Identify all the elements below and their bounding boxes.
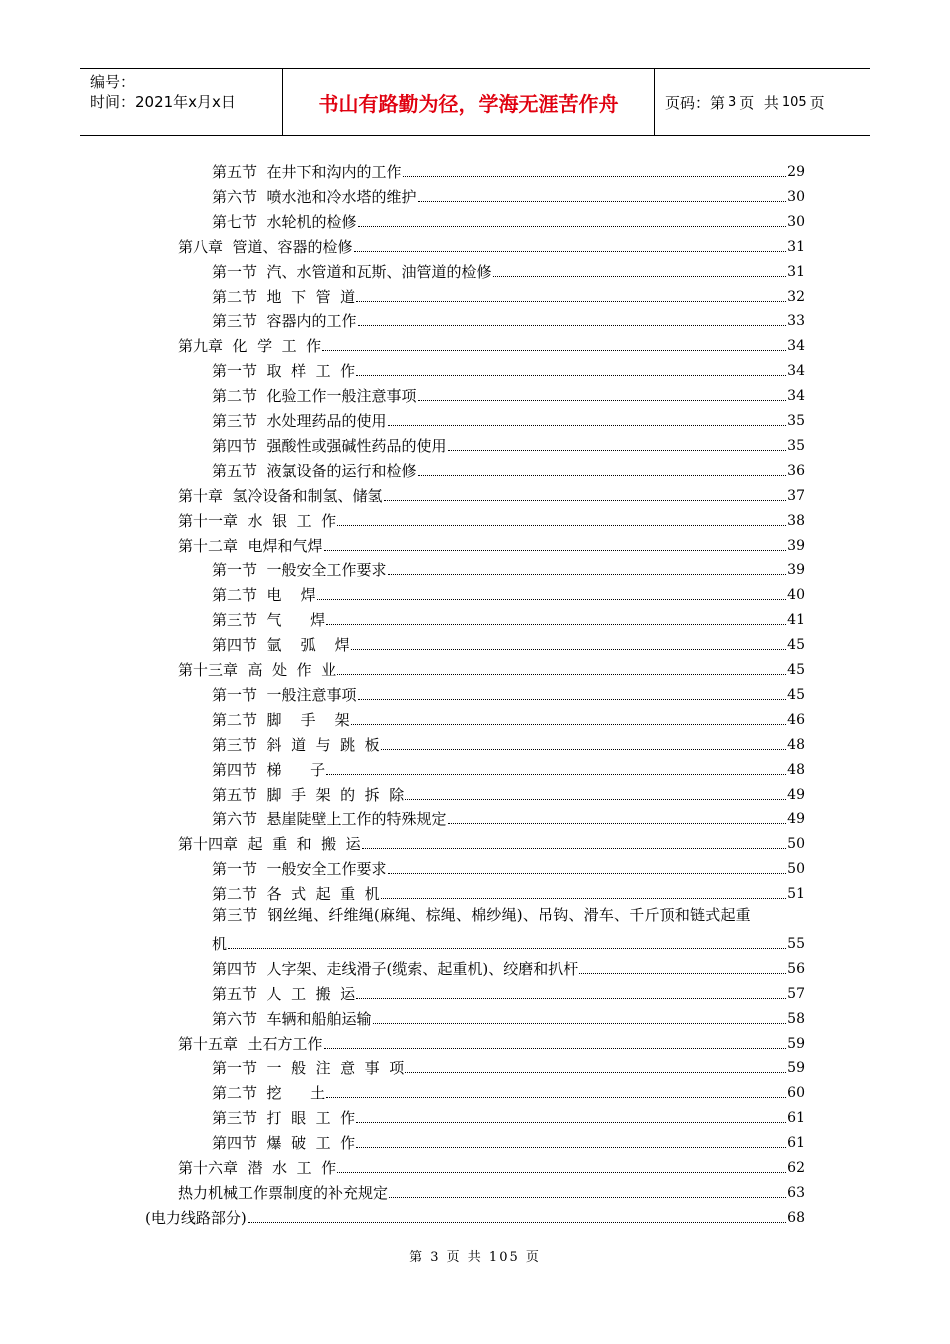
toc-page-number: 59 <box>787 1060 805 1077</box>
toc-dot-leader <box>326 1097 786 1098</box>
toc-chapter-entry[interactable] <box>178 482 805 506</box>
toc-page-number: 45 <box>787 686 805 703</box>
toc-entry-title: 第四节 爆 破 工 作 <box>212 1134 356 1153</box>
toc-dot-leader <box>356 998 786 999</box>
toc-section-entry[interactable] <box>212 457 805 481</box>
toc-section-entry[interactable] <box>212 855 805 879</box>
toc-page-number: 39 <box>787 537 805 554</box>
toc-entry-title: 第十四章 起 重 和 搬 运 <box>178 835 361 854</box>
toc-entry-title: (电力线路部分) <box>145 1208 247 1227</box>
toc-chapter-entry[interactable] <box>178 233 805 257</box>
toc-dot-leader <box>354 251 787 252</box>
toc-page-number: 30 <box>787 188 805 205</box>
toc-section-entry[interactable] <box>212 706 805 730</box>
toc-entry-title: 第二节 化验工作一般注意事项 <box>212 387 417 406</box>
toc-dot-leader <box>362 848 786 849</box>
toc-chapter-entry[interactable] <box>178 507 805 531</box>
toc-page-number: 40 <box>787 587 805 604</box>
toc-section-entry[interactable] <box>212 756 805 780</box>
page-footer: 第 3 页 共 105 页 <box>409 1250 541 1265</box>
toc-page-number: 55 <box>787 935 805 952</box>
toc-chapter-entry[interactable] <box>178 1030 805 1054</box>
toc-page-number: 50 <box>787 861 805 878</box>
toc-page-number: 36 <box>787 462 805 479</box>
toc-entry-title: 第三节 气 焊 <box>212 611 326 630</box>
toc-page-number: 58 <box>787 1010 805 1027</box>
toc-page-number: 38 <box>787 512 805 529</box>
toc-page-number: 41 <box>787 612 805 629</box>
toc-entry-title: 第五节 液氯设备的运行和检修 <box>212 461 417 480</box>
toc-entry-title: 第九章 化 学 工 作 <box>178 337 322 356</box>
toc-section-entry[interactable] <box>212 606 805 630</box>
toc-entry-title: 第十一章 水 银 工 作 <box>178 511 337 530</box>
toc-page-number: 56 <box>787 960 805 977</box>
toc-section-entry[interactable] <box>212 307 805 331</box>
serial-label: 编号： <box>90 73 136 91</box>
toc-entry-title: 第十六章 潜 水 工 作 <box>178 1159 337 1177</box>
toc-section-entry[interactable] <box>212 930 805 954</box>
toc-dot-leader <box>248 1222 786 1223</box>
toc-entry-title: 第八章 管道、容器的检修 <box>178 237 353 256</box>
toc-dot-leader <box>324 1048 787 1049</box>
toc-entry-title: 第二节 挖 土 <box>212 1084 326 1103</box>
toc-page-number: 68 <box>787 1209 805 1226</box>
toc-dot-leader <box>351 724 786 725</box>
toc-page-number: 46 <box>787 711 805 728</box>
page-prefix: 页码：第 <box>665 93 726 112</box>
toc-page-number: 45 <box>787 637 805 654</box>
toc-dot-leader <box>356 301 786 302</box>
toc-section-entry[interactable] <box>212 581 805 605</box>
toc-page-number: 57 <box>787 985 805 1002</box>
toc-page-number: 63 <box>787 1184 805 1201</box>
toc-section-entry[interactable] <box>212 681 805 705</box>
toc-page-number: 32 <box>787 288 805 305</box>
toc-section-entry[interactable] <box>212 407 805 431</box>
toc-entry-title: 第五节 脚 手 架 的 拆 除 <box>212 785 405 804</box>
toc-entry-title: 第一节 一 般 注 意 事 项 <box>212 1059 405 1078</box>
toc-dot-leader <box>337 525 786 526</box>
toc-page-number: 31 <box>787 238 805 255</box>
toc-dot-leader <box>389 1197 786 1198</box>
toc-dot-leader <box>381 898 786 899</box>
toc-page-number: 30 <box>787 213 805 230</box>
toc-page-number: 62 <box>787 1160 805 1176</box>
toc-dot-leader <box>351 649 786 650</box>
toc-page-number: 61 <box>787 1110 805 1127</box>
header-meta <box>80 69 282 135</box>
toc-section-entry[interactable] <box>145 1204 805 1228</box>
toc-section-entry[interactable] <box>212 631 805 655</box>
toc-entry-title: 第一节 一般注意事项 <box>212 685 357 704</box>
toc-page-number: 48 <box>787 736 805 753</box>
toc-page-number: 34 <box>787 388 805 405</box>
toc-section-entry[interactable] <box>212 556 805 580</box>
toc-dot-leader <box>388 425 787 426</box>
toc-dot-leader <box>358 699 787 700</box>
toc-page-number: 31 <box>787 263 805 280</box>
toc-section-entry[interactable] <box>212 805 805 829</box>
page-header <box>80 68 870 136</box>
toc-chapter-entry[interactable] <box>178 1179 805 1203</box>
toc-page-number: 48 <box>787 761 805 778</box>
toc-page-number: 39 <box>787 562 805 579</box>
toc-dot-leader <box>388 873 787 874</box>
toc-section-entry[interactable] <box>212 1104 805 1128</box>
toc-section-entry[interactable] <box>212 357 805 381</box>
page-mid: 页 共 <box>739 93 779 112</box>
toc-entry-title: 第三节 打 眼 工 作 <box>212 1109 356 1128</box>
toc-chapter-entry[interactable] <box>178 1154 805 1178</box>
toc-page-number: 51 <box>787 886 805 903</box>
toc-entry-title: 热力机械工作票制度的补充规定 <box>178 1183 389 1202</box>
toc-page-number: 35 <box>787 437 805 454</box>
toc-dot-leader <box>381 749 786 750</box>
toc-section-entry[interactable] <box>212 432 805 456</box>
toc-section-entry[interactable] <box>212 208 805 232</box>
toc-section-entry[interactable] <box>212 1079 805 1103</box>
toc-page-number: 45 <box>787 662 805 678</box>
toc-entry-title: 第六节 喷水池和冷水塔的维护 <box>212 187 417 206</box>
toc-page-number: 60 <box>787 1085 805 1102</box>
date-label: 时间：2021年x月x日 <box>90 93 236 111</box>
toc-section-entry[interactable] <box>212 283 805 307</box>
toc-entry-title: 第六节 悬崖陡壁上工作的特殊规定 <box>212 810 447 829</box>
toc-dot-leader <box>405 1072 786 1073</box>
toc-section-entry[interactable] <box>212 183 805 207</box>
toc-entry-title: 第一节 汽、水管道和瓦斯、油管道的检修 <box>212 262 492 281</box>
toc-entry-title: 第十五章 土石方工作 <box>178 1034 323 1053</box>
toc-entry-title: 第十三章 高 处 作 业 <box>178 661 337 679</box>
toc-entry-title: 第二节 地 下 管 道 <box>212 287 356 306</box>
toc-section-entry[interactable] <box>212 955 805 979</box>
toc-dot-leader <box>356 375 786 376</box>
toc-dot-leader <box>373 1023 787 1024</box>
toc-entry-title: 第四节 梯 子 <box>212 760 326 779</box>
header-motto: 书山有路勤为径，学海无涯苦作舟 <box>282 69 655 135</box>
toc-dot-leader <box>493 276 787 277</box>
page-total: 105 <box>781 94 807 110</box>
toc-entry-title: 第二节 各 式 起 重 机 <box>212 885 380 904</box>
toc-dot-leader <box>579 973 786 974</box>
toc-entry-title: 第四节 强酸性或强碱性药品的使用 <box>212 436 447 455</box>
toc-entry-title: 第五节 人 工 搬 运 <box>212 984 356 1003</box>
toc-chapter-entry[interactable] <box>178 532 805 556</box>
toc-dot-leader <box>356 1122 786 1123</box>
toc-dot-leader <box>228 948 786 949</box>
toc-section-entry[interactable] <box>212 1005 805 1029</box>
toc-page-number: 49 <box>787 811 805 828</box>
toc-dot-leader <box>388 574 787 575</box>
toc-page-number: 33 <box>787 313 805 330</box>
toc-section-entry[interactable] <box>212 382 805 406</box>
toc-page-number: 34 <box>787 363 805 380</box>
toc-entry-wrapped[interactable]: 第三节 钢丝绳、纤维绳(麻绳、棕绳、棉纱绳)、吊钩、滑车、千斤顶和链式起重 <box>212 906 751 924</box>
toc-entry-title: 第四节 人字架、走线滑子(缆索、起重机)、绞磨和扒杆 <box>212 959 579 978</box>
toc-page-number: 50 <box>787 836 805 853</box>
toc-entry-title: 第十章 氢冷设备和制氢、储氢 <box>178 486 383 505</box>
toc-dot-leader <box>448 823 787 824</box>
toc-dot-leader <box>337 1172 786 1173</box>
toc-page-number: 35 <box>787 413 805 429</box>
toc-dot-leader <box>358 325 787 326</box>
toc-section-entry[interactable] <box>212 1129 805 1153</box>
toc-page-number: 34 <box>787 338 805 355</box>
toc-entry-title: 第三节 斜 道 与 跳 板 <box>212 735 380 754</box>
toc-dot-leader <box>384 500 787 501</box>
toc-dot-leader <box>405 799 786 800</box>
toc-section-entry[interactable] <box>212 258 805 282</box>
toc-dot-leader <box>326 624 786 625</box>
toc-dot-leader <box>403 176 787 177</box>
toc-section-entry[interactable] <box>212 731 805 755</box>
toc-page-number: 49 <box>787 786 805 803</box>
toc-section-entry[interactable] <box>212 980 805 1004</box>
toc-section-entry[interactable] <box>212 781 805 805</box>
page-current: 3 <box>728 94 737 110</box>
toc-dot-leader <box>337 674 786 675</box>
toc-dot-leader <box>324 550 787 551</box>
toc-entry-title: 机 <box>212 934 228 953</box>
toc-dot-leader <box>322 350 786 351</box>
toc-entry-title: 第三节 容器内的工作 <box>212 312 357 331</box>
toc-page-number: 59 <box>787 1035 805 1052</box>
toc-page-number: 29 <box>787 164 805 180</box>
toc-entry-title: 第二节 脚 手 架 <box>212 710 350 729</box>
toc-dot-leader <box>418 475 787 476</box>
header-page-number <box>655 69 870 135</box>
page-suffix: 页 <box>809 93 825 112</box>
toc-entry-title: 第五节 在井下和沟内的工作 <box>212 163 402 181</box>
toc-section-entry[interactable] <box>212 158 805 182</box>
toc-dot-leader <box>317 599 787 600</box>
toc-entry-title: 第二节 电 焊 <box>212 586 316 605</box>
toc-section-entry[interactable] <box>212 1054 805 1078</box>
toc-section-entry[interactable] <box>212 880 805 904</box>
toc-entry-title: 第四节 氩 弧 焊 <box>212 636 350 655</box>
toc-entry-title: 第一节 一般安全工作要求 <box>212 860 387 879</box>
toc-entry-title: 第七节 水轮机的检修 <box>212 212 357 231</box>
toc-entry-title: 第三节 水处理药品的使用 <box>212 412 387 430</box>
toc-dot-leader <box>358 226 787 227</box>
toc-entry-title: 第六节 车辆和船舶运输 <box>212 1009 372 1028</box>
toc-entry-title: 第一节 取 样 工 作 <box>212 362 356 381</box>
toc-chapter-entry[interactable] <box>178 332 805 356</box>
toc-page-number: 37 <box>787 487 805 504</box>
toc-chapter-entry[interactable] <box>178 656 805 680</box>
toc-dot-leader <box>356 1147 786 1148</box>
toc-dot-leader <box>448 450 787 451</box>
toc-entry-title: 第十二章 电焊和气焊 <box>178 536 323 555</box>
toc-chapter-entry[interactable] <box>178 830 805 854</box>
toc-page-number: 61 <box>787 1135 805 1152</box>
toc-dot-leader <box>418 201 787 202</box>
toc-dot-leader <box>326 774 786 775</box>
toc-dot-leader <box>418 400 787 401</box>
toc-entry-title: 第一节 一般安全工作要求 <box>212 561 387 580</box>
